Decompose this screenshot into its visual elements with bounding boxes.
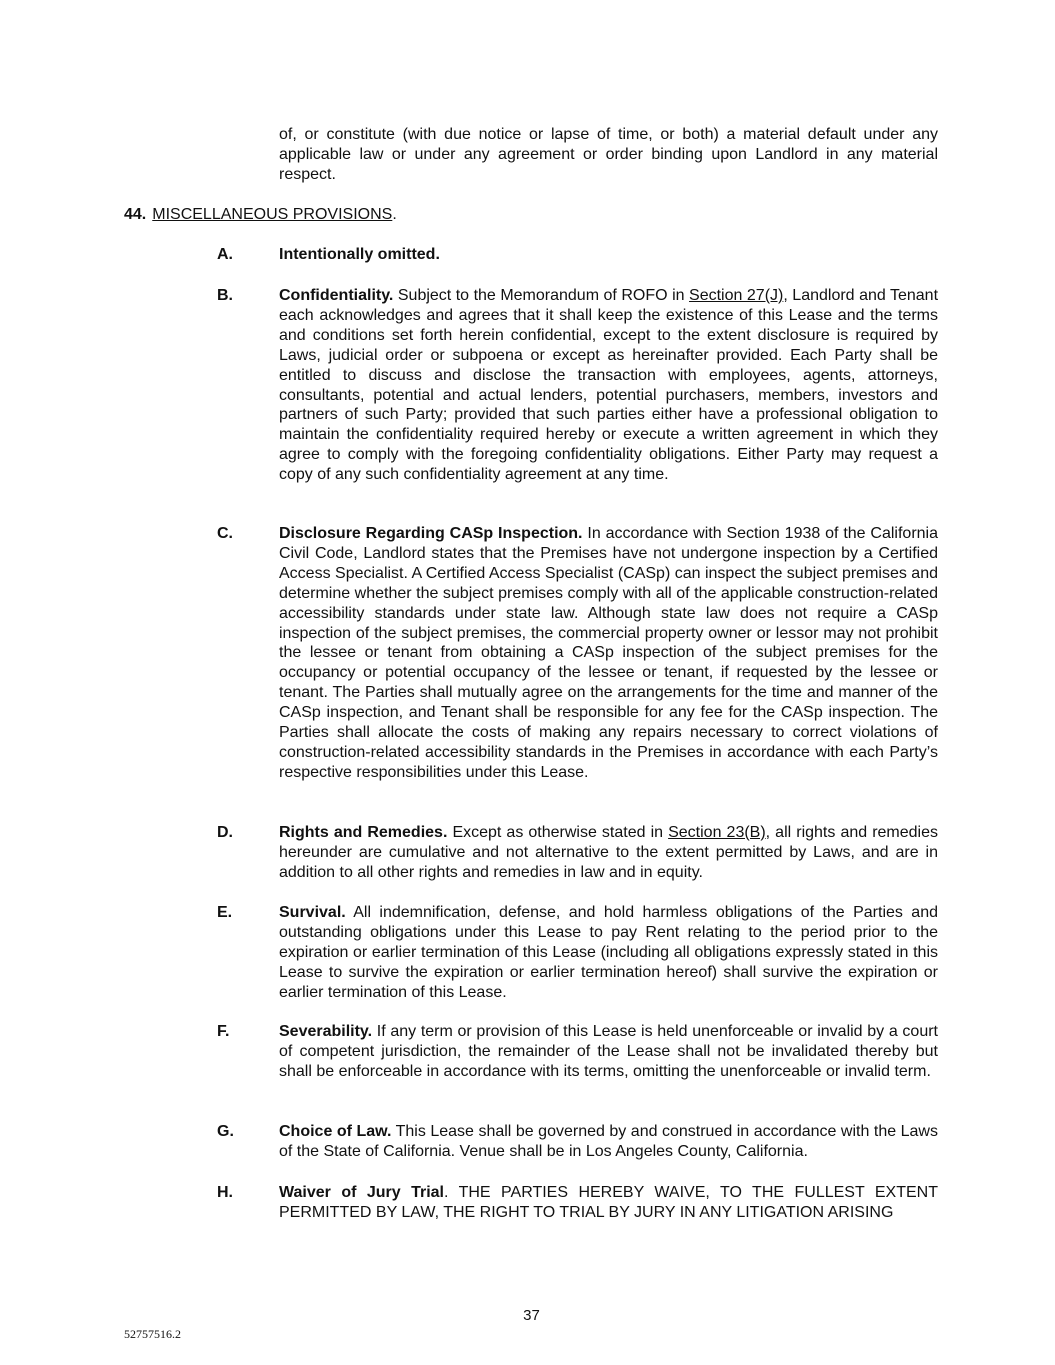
provision-c: [217, 524, 938, 783]
provision-body: [279, 524, 938, 783]
provision-letter: A.: [217, 246, 233, 263]
section-title-period: .: [392, 206, 397, 223]
provision-text: All indemnification, defense, and hold harmless obligations of the Parties and outstanding obligations under this Lease to pay Rent relating to the period prior to the expiration or earlier termination of this Lease (including all obligations expressly stated in this Lease to survive the expiration or earlier termination hereof) shall survive the expiration or earlier termination of this Lease.: [279, 904, 938, 1001]
provision-letter: D.: [217, 824, 233, 841]
section-heading: [124, 205, 397, 225]
provision-body: [279, 286, 938, 485]
provision-letter: G.: [217, 1123, 234, 1140]
provision-text: . THE PARTIES HEREBY WAIVE, TO THE FULLEST EXTENT PERMITTED BY LAW, THE RIGHT TO TRIAL BY JURY IN ANY LITIGATION ARISING: [279, 1184, 939, 1221]
continued-paragraph: of, or constitute (with due notice or lapse of time, or both) a material default under any applicable law or under any agreement or order binding upon Landlord in any material respect.: [279, 126, 938, 183]
provision-letter: C.: [217, 525, 233, 542]
provision-text: Except as otherwise stated in: [447, 824, 669, 841]
provision-text: Subject to the Memorandum of ROFO in: [393, 287, 690, 304]
provision-letter: F.: [217, 1023, 230, 1040]
provision-heading: Intentionally omitted.: [279, 246, 440, 263]
provision-heading: Confidentiality.: [279, 287, 394, 304]
provision-heading: Choice of Law.: [279, 1123, 392, 1140]
section-reference-link: Section 23(B): [668, 824, 766, 841]
provision-text: In accordance with Section 1938 of the California Civil Code, Landlord states that the Premises have not undergone inspection by a Certified Access Specialist. A Certified Access Specialist (CASp) can inspect the subject premises and determine whether the subject premises comply with all of the applicable construction-related accessibility standards under state law. Although state law does not require a CASp inspection of the subject premises, the commercial property owner or lessor may not prohibit the lessee or tenant from obtaining a CASp inspection of the subject premises for the occupancy or potential occupancy of the lessee or tenant, if requested by the lessee or tenant. The Parties shall mutually agree on the arrangements for the time and manner of the CASp inspection, and Tenant shall be responsible for any fee for the CASp inspection. The Parties shall allocate the costs of making any repairs necessary to correct violations of construction-related accessibility standards in the Premises in accordance with each Party’s respective responsibilities under this Lease.: [279, 525, 938, 781]
provision-e: [217, 903, 938, 1003]
provision-body: [279, 1022, 938, 1082]
provision-text: , Landlord and Tenant each acknowledges and agrees that it shall keep the existence of this Lease and the terms and conditions set forth herein confidential, except to the extent disclosure is required by Laws, judicial order or subpoena or except as hereinafter provided. Each Party shall be entitled to discuss and disclose the transaction with employees, agents, attorneys, consultants, potential and actual lenders, potential purchasers, members, investors and partners of such Party; provided that such parties either have a professional obligation to maintain the confidentiality required hereby or execute a written agreement in which they agree to comply with the foregoing confidentiality obligations. Either Party may request a copy of any such confidentiality agreement at any time.: [279, 287, 939, 484]
provision-heading: Disclosure Regarding CASp Inspection.: [279, 525, 583, 542]
provision-d: [217, 823, 938, 883]
section-number: 44.: [124, 206, 147, 223]
provision-body: [279, 1183, 938, 1223]
provision-g: [217, 1122, 938, 1162]
provision-b: [217, 286, 938, 485]
provision-text: This Lease shall be governed by and construed in accordance with the Laws of the State of California. Venue shall be in Los Angeles County, California.: [279, 1123, 938, 1160]
provision-body: [279, 1122, 938, 1162]
provision-body: [279, 823, 938, 883]
provision-body: [279, 903, 938, 1003]
provision-letter: B.: [217, 287, 233, 304]
provision-heading: Rights and Remedies.: [279, 824, 448, 841]
provision-a: [217, 245, 938, 265]
page-number: 37: [523, 1307, 540, 1324]
provision-f: [217, 1022, 938, 1082]
provision-text: , all rights and remedies hereunder are cumulative and not alternative to the extent permitted by Laws, and are in addition to all other rights and remedies in law and in equity.: [279, 824, 939, 881]
provision-text: If any term or provision of this Lease is held unenforceable or invalid by a court of competent jurisdiction, the remainder of the Lease shall not be invalidated thereby but shall be enforceable in accordance with its terms, omitting the unenforceable or invalid term.: [279, 1023, 938, 1080]
provision-letter: H.: [217, 1184, 233, 1201]
provision-body: [279, 245, 938, 265]
provision-heading: Waiver of Jury Trial: [279, 1184, 444, 1201]
section-reference-link: Section 27(J): [689, 287, 784, 304]
section-title: MISCELLANEOUS PROVISIONS: [152, 206, 393, 223]
provision-h: [217, 1183, 938, 1223]
provision-heading: Severability.: [279, 1023, 373, 1040]
document-id: 52757516.2: [124, 1327, 181, 1341]
provision-letter: E.: [217, 904, 233, 921]
provision-heading: Survival.: [279, 904, 346, 921]
